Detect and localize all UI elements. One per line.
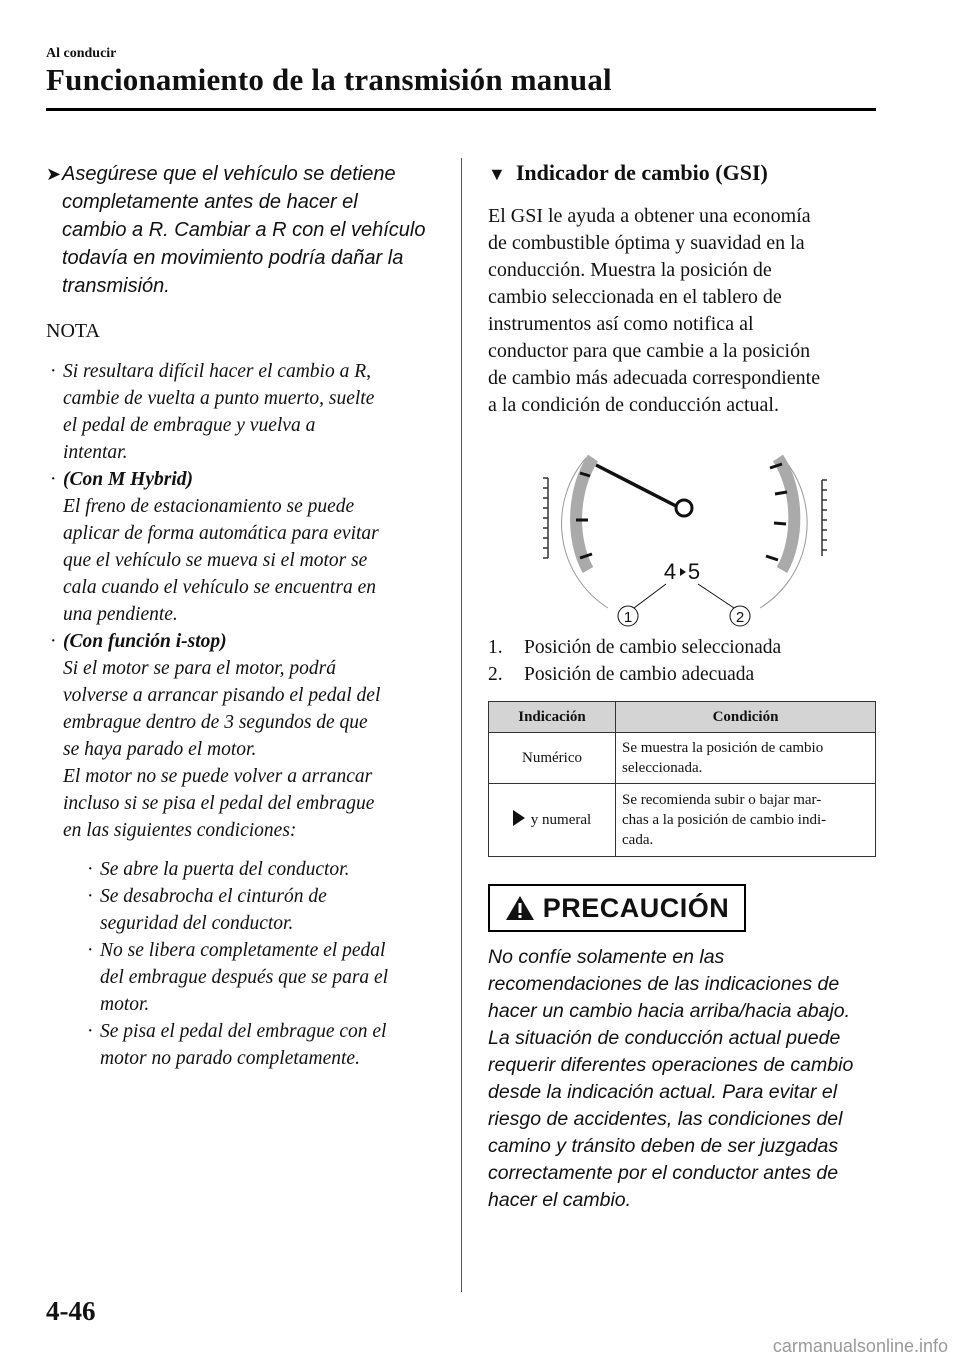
caution-line: transmisión.: [62, 275, 170, 297]
note-line: Si resultara difícil hacer el cambio a R,: [63, 361, 371, 382]
condition-item: [83, 856, 446, 883]
caution-line: Asegúrese que el vehículo se detiene: [62, 163, 396, 185]
table-cell-indication: [489, 784, 616, 857]
note-line: en las siguientes condiciones:: [63, 820, 297, 841]
column-divider: [461, 158, 462, 1292]
note-line: embrague dentro de 3 segundos de que: [63, 712, 368, 733]
table-row: [489, 784, 876, 857]
condition-line: Se desabrocha el cinturón de: [100, 886, 327, 907]
note-line: el pedal de embrague y vuelva a: [63, 415, 316, 436]
condition-line: seleccionada.: [622, 760, 703, 776]
warning-triangle-icon: [505, 894, 535, 922]
note-line: El motor no se puede volver a arrancar: [63, 766, 373, 787]
note-line: volverse a arrancar pisando el pedal del: [63, 685, 381, 706]
legend-text: Posición de cambio seleccionada: [524, 637, 782, 658]
nota-heading: NOTA: [46, 320, 100, 342]
caution-line: todavía en movimiento podría dañar la: [62, 247, 404, 269]
table-cell-condition: [616, 784, 876, 857]
title-rule: [46, 108, 876, 111]
bullet-dot: ·: [87, 886, 94, 907]
legend-item: [488, 661, 873, 688]
gauge-scale-left: [543, 478, 548, 558]
note-line: incluso si se pisa el pedal del embrague: [63, 793, 375, 814]
paragraph-line: El GSI le ayuda a obtener una economía: [488, 205, 811, 227]
warning-line: requerir diferentes operaciones de cambio: [488, 1054, 854, 1076]
legend-number: 1.: [488, 637, 503, 658]
condition-line: chas a la posición de cambio indi-: [622, 812, 827, 828]
warning-line: desde la indicación actual. Para evitar el: [488, 1081, 838, 1103]
gauge-outer-arc: [562, 458, 808, 608]
paragraph-line: a la condición de conducción actual.: [488, 394, 779, 416]
recommended-gear-label: 5: [687, 559, 701, 584]
condition-list: [83, 856, 446, 1072]
note-item: [46, 628, 446, 1072]
warning-box: [488, 884, 746, 932]
arrow-bullet-icon: ➤: [46, 164, 62, 184]
note-line: intentar.: [63, 442, 128, 463]
condition-item: [83, 1018, 446, 1072]
table-header-indication: Indicación: [489, 702, 616, 733]
condition-line: Se pisa el pedal del embrague con el: [100, 1021, 387, 1042]
note-heading: (Con función i-stop): [63, 631, 227, 652]
gsi-heading: [488, 160, 768, 186]
selected-gear-label: 4: [663, 559, 677, 584]
gsi-paragraph: [488, 203, 873, 419]
watermark: carmanualsonline.info: [772, 1336, 948, 1356]
paragraph-line: conducción. Muestra la posición de: [488, 259, 772, 281]
condition-line: Se muestra la posición de cambio: [622, 740, 824, 756]
gauge-hub: [676, 500, 692, 516]
condition-line: del embrague después que se para el: [100, 967, 389, 988]
condition-line: Se abre la puerta del conductor.: [100, 859, 350, 880]
note-line: cala cuando el vehículo se encuentra en: [63, 577, 376, 598]
callout-label-1: 1: [623, 609, 633, 626]
bullet-dot: ·: [87, 940, 94, 961]
note-line: que el vehículo se mueva si el motor se: [63, 550, 368, 571]
warning-line: recomendaciones de las indicaciones de: [488, 973, 840, 995]
shift-arrow-icon: [680, 568, 686, 576]
warning-text: [488, 944, 880, 1214]
warning-line: camino y tránsito deben de ser juzgadas: [488, 1135, 839, 1157]
bullet-dot: ·: [87, 1021, 94, 1042]
condition-line: motor.: [100, 994, 150, 1015]
page-number: 4-46: [46, 1296, 96, 1326]
section-label: Al conducir: [46, 46, 117, 61]
caution-line: completamente antes de hacer el: [62, 191, 358, 213]
warning-line: La situación de conducción actual puede: [488, 1027, 841, 1049]
condition-line: Se recomienda subir o bajar mar-: [622, 792, 822, 808]
gauge-needle: [596, 465, 676, 506]
note-item: [46, 466, 446, 628]
warning-line: correctamente por el conductor antes de: [488, 1162, 839, 1184]
triangle-down-icon: ▼: [488, 164, 506, 184]
table-cell-indication: Numérico: [489, 733, 616, 784]
bullet-dot: ·: [50, 361, 57, 382]
legend-text: Posición de cambio adecuada: [524, 664, 755, 685]
warning-line: riesgo de accidentes, las condiciones del: [488, 1108, 843, 1130]
gsi-gauge-figure: [488, 438, 878, 638]
warning-label: PRECAUCIÓN: [542, 892, 730, 923]
caution-line: cambio a R. Cambiar a R con el vehículo: [62, 219, 426, 241]
table-row: [489, 733, 876, 784]
note-line: aplicar de forma automática para evitar: [63, 523, 379, 544]
warning-line: hacer un cambio hacia arriba/hacia abajo.: [488, 1000, 851, 1022]
paragraph-line: de cambio más adecuada correspondiente: [488, 367, 821, 389]
figure-legend: [488, 634, 873, 688]
callout-line-1: [634, 584, 666, 608]
condition-line: No se libera completamente el pedal: [100, 940, 386, 961]
note-line: El freno de estacionamiento se puede: [63, 496, 355, 517]
bullet-dot: ·: [50, 469, 57, 490]
condition-item: [83, 937, 446, 1018]
bullet-dot: ·: [50, 631, 57, 652]
note-heading: (Con M Hybrid): [63, 469, 194, 490]
bullet-dot: ·: [87, 859, 94, 880]
nota-list: [46, 358, 446, 1072]
note-item: [46, 358, 446, 466]
table-header-row: [489, 702, 876, 733]
condition-line: seguridad del conductor.: [100, 913, 294, 934]
play-triangle-icon: [513, 810, 525, 826]
paragraph-line: cambio seleccionada en el tablero de: [488, 286, 782, 308]
note-line: Si el motor se para el motor, podrá: [63, 658, 336, 679]
table-cell-condition: [616, 733, 876, 784]
callout-label-2: 2: [735, 609, 745, 626]
paragraph-line: conductor para que cambie a la posición: [488, 340, 811, 362]
page-title: Funcionamiento de la transmisión manual: [46, 62, 612, 97]
gsi-heading-text: Indicador de cambio (GSI): [515, 160, 768, 185]
gauge-scale-right: [822, 480, 827, 556]
condition-item: [83, 883, 446, 937]
callout-line-2: [698, 584, 734, 608]
note-line: una pendiente.: [63, 604, 178, 625]
gsi-indication-table: [488, 701, 876, 857]
condition-line: cada.: [622, 832, 654, 848]
caution-bullet: [46, 160, 446, 300]
indication-text: y numeral: [530, 812, 592, 828]
note-line: se haya parado el motor.: [63, 739, 257, 760]
legend-number: 2.: [488, 664, 503, 685]
legend-item: [488, 634, 873, 661]
warning-line: hacer el cambio.: [488, 1189, 632, 1211]
paragraph-line: de combustible óptima y suavidad en la: [488, 232, 805, 254]
warning-line: No confíe solamente en las: [488, 946, 725, 968]
note-line: cambie de vuelta a punto muerto, suelte: [63, 388, 375, 409]
gauge-tick-strip-left: [576, 458, 593, 570]
condition-line: motor no parado completamente.: [100, 1048, 360, 1069]
paragraph-line: instrumentos así como notifica al: [488, 313, 754, 335]
table-header-condition: Condición: [616, 702, 876, 733]
gauge-tick-strip-right: [766, 458, 794, 570]
